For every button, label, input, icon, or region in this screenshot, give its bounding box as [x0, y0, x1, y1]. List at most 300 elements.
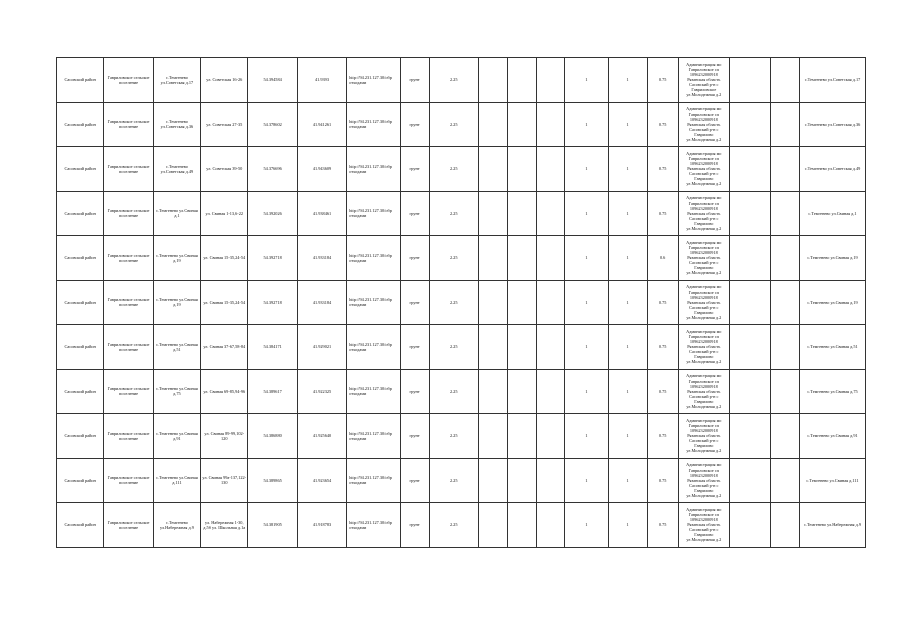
owner-line: Сасовский р-н с [689, 304, 719, 310]
cell-volume: 0.75 [647, 369, 678, 414]
cell-source: с.Темгенево ул.Свиная д.75 [799, 369, 865, 414]
cell-count2: 1 [608, 58, 647, 103]
table-row [57, 325, 866, 370]
table-row [57, 147, 866, 192]
cell-area: 2.25 [429, 369, 478, 414]
owner-line: Гавриловское сп [688, 156, 719, 162]
empty-cell [771, 325, 800, 370]
table-row [57, 236, 866, 281]
owner-line: Рязанская область [687, 299, 721, 305]
cell-owner [678, 503, 729, 548]
empty-cell [507, 414, 536, 459]
cell-surface: грунт [400, 191, 429, 236]
cell-count1: 1 [565, 191, 608, 236]
cell-street: ул. Свиная 37-67,58-84 [201, 325, 248, 370]
cell-lon: 41.933184 [297, 236, 346, 281]
cell-settlement: Гавриловское сельское поселение [104, 236, 153, 281]
cell-surface: грунт [400, 236, 429, 281]
cell-volume: 0.75 [647, 414, 678, 459]
empty-cell [478, 414, 507, 459]
owner-line: Гавриловское сп [688, 111, 719, 117]
cell-count2: 1 [608, 369, 647, 414]
cell-owner [678, 458, 729, 503]
owner-line: Рязанская область [687, 210, 721, 216]
cell-volume: 0.75 [647, 191, 678, 236]
cell-owner [678, 369, 729, 414]
empty-cell [771, 102, 800, 147]
empty-cell [730, 236, 771, 281]
cell-url: http://94.231.127.30/обр отходами [347, 147, 401, 192]
cell-surface: грунт [400, 147, 429, 192]
empty-cell [536, 280, 565, 325]
cell-lon: 41.923654 [297, 458, 346, 503]
empty-cell [771, 147, 800, 192]
cell-surface: грунт [400, 280, 429, 325]
owner-line: Гаврилово [694, 131, 714, 137]
owner-line: 1096232000918 [689, 339, 718, 345]
owner-line: ул.Молодежная д.2 [686, 270, 722, 276]
cell-owner [678, 147, 729, 192]
empty-cell [771, 369, 800, 414]
cell-url: http://94.231.127.30/обр отходами [347, 458, 401, 503]
cell-district: Сасовский район [57, 325, 104, 370]
owner-line: Сасовский р-н с [689, 393, 719, 399]
empty-cell [730, 102, 771, 147]
cell-count1: 1 [565, 58, 608, 103]
cell-street: ул. Свиная 15-35,24-54 [201, 236, 248, 281]
empty-cell [536, 369, 565, 414]
empty-cell [771, 58, 800, 103]
cell-url: http://94.231.127.30/обр отходами [347, 414, 401, 459]
table-row [57, 414, 866, 459]
cell-volume: 0.75 [647, 147, 678, 192]
cell-count1: 1 [565, 147, 608, 192]
owner-line: Гавриловское сп [688, 512, 719, 518]
owner-line: 1096232000918 [689, 294, 718, 300]
owner-line: Гавриловское сп [688, 200, 719, 206]
cell-source: с.Темгенево ул.Свиная д.19 [799, 236, 865, 281]
cell-lon: 41.941261 [297, 102, 346, 147]
cell-lat: 54.376696 [248, 147, 297, 192]
cell-lat: 54.389617 [248, 369, 297, 414]
cell-source: с.Темгенево ул.Советская д.17 [799, 58, 865, 103]
owner-line: Рязанская область [687, 77, 721, 83]
cell-count1: 1 [565, 503, 608, 548]
table-row [57, 280, 866, 325]
cell-lat: 54.384171 [248, 325, 297, 370]
owner-line: Гаврилово [694, 443, 714, 449]
cell-lon: 41.938461 [297, 191, 346, 236]
cell-street: ул. Советская 39-50 [201, 147, 248, 192]
cell-area: 2.25 [429, 147, 478, 192]
cell-count2: 1 [608, 147, 647, 192]
cell-lon: 41.925640 [297, 414, 346, 459]
empty-cell [507, 369, 536, 414]
empty-cell [536, 147, 565, 192]
cell-count1: 1 [565, 414, 608, 459]
cell-volume: 0.75 [647, 325, 678, 370]
cell-settlement: Гавриловское сельское поселение [104, 369, 153, 414]
owner-line: Гавриловское сп [688, 67, 719, 73]
cell-area: 2.25 [429, 236, 478, 281]
cell-district: Сасовский район [57, 58, 104, 103]
cell-street: ул. Свиная 69-85,94-96 [201, 369, 248, 414]
cell-count2: 1 [608, 191, 647, 236]
cell-district: Сасовский район [57, 458, 104, 503]
owner-line: Рязанская область [687, 121, 721, 127]
cell-village: с.Темгенево ул.Свиная д.111 [153, 458, 200, 503]
owner-line: Рязанская область [687, 255, 721, 261]
cell-owner [678, 191, 729, 236]
empty-cell [536, 102, 565, 147]
cell-street: ул. Свиная 15-35,24-54 [201, 280, 248, 325]
empty-cell [771, 458, 800, 503]
cell-lat: 54.381905 [248, 503, 297, 548]
owner-line: Администрация мо [686, 150, 722, 156]
owner-line: Рязанская область [687, 433, 721, 439]
cell-settlement: Гавриловское сельское поселение [104, 191, 153, 236]
cell-volume: 0.75 [647, 102, 678, 147]
owner-line: Гавриловское сп [688, 245, 719, 251]
cell-source: с.Темгенево ул.Советская д.49 [799, 147, 865, 192]
owner-line: Гавриловское сп [688, 334, 719, 340]
owner-line: ул.Молодежная д.2 [686, 92, 722, 98]
cell-url: http://94.231.127.30/обр отходами [347, 503, 401, 548]
empty-cell [730, 58, 771, 103]
cell-lat: 54.392718 [248, 280, 297, 325]
empty-cell [478, 369, 507, 414]
cell-street: ул. Свиная 1-13,6-22 [201, 191, 248, 236]
owner-line: Сасовский р-н с [689, 438, 719, 444]
owner-line: ул.Молодежная д.2 [686, 314, 722, 320]
owner-line: Администрация мо [686, 506, 722, 512]
cell-count2: 1 [608, 236, 647, 281]
cell-settlement: Гавриловское сельское поселение [104, 102, 153, 147]
cell-street: ул. Советская 16-26 [201, 58, 248, 103]
cell-lat: 54.394584 [248, 58, 297, 103]
empty-cell [478, 236, 507, 281]
empty-cell [730, 280, 771, 325]
cell-count1: 1 [565, 325, 608, 370]
empty-cell [730, 458, 771, 503]
owner-line: 1096232000918 [689, 383, 718, 389]
cell-url: http://94.231.127.30/обр отходами [347, 280, 401, 325]
owner-line: Сасовский р-н с [689, 82, 719, 88]
cell-district: Сасовский район [57, 147, 104, 192]
empty-cell [536, 414, 565, 459]
empty-cell [478, 325, 507, 370]
owner-line: Гавриловское [691, 87, 717, 93]
empty-cell [730, 503, 771, 548]
cell-street: ул. Набережная 1-30, д.5б ул. Школьная д.1а [201, 503, 248, 548]
cell-lon: 41.943609 [297, 147, 346, 192]
cell-village: с.Темгенево ул.Советская д.36 [153, 102, 200, 147]
owner-line: ул.Молодежная д.2 [686, 537, 722, 543]
owner-line: Рязанская область [687, 166, 721, 172]
cell-volume: 0.75 [647, 458, 678, 503]
empty-cell [730, 325, 771, 370]
cell-district: Сасовский район [57, 280, 104, 325]
cell-surface: грунт [400, 458, 429, 503]
empty-cell [507, 191, 536, 236]
cell-volume: 0.75 [647, 58, 678, 103]
owner-line: Администрация мо [686, 195, 722, 201]
owner-line: Сасовский р-н с [689, 482, 719, 488]
cell-source: с.Темгенево ул.Свиная д.91 [799, 414, 865, 459]
empty-cell [771, 503, 800, 548]
empty-cell [507, 58, 536, 103]
empty-cell [730, 369, 771, 414]
empty-cell [478, 147, 507, 192]
empty-cell [771, 414, 800, 459]
empty-cell [507, 325, 536, 370]
cell-count1: 1 [565, 458, 608, 503]
owner-line: Администрация мо [686, 284, 722, 290]
empty-cell [507, 280, 536, 325]
cell-area: 2.25 [429, 280, 478, 325]
owner-line: 1096232000918 [689, 161, 718, 167]
owner-line: Гавриловское сп [688, 423, 719, 429]
owner-line: 1096232000918 [689, 472, 718, 478]
cell-area: 2.25 [429, 503, 478, 548]
cell-owner [678, 414, 729, 459]
owner-line: Гавриловское сп [688, 378, 719, 384]
empty-cell [478, 503, 507, 548]
empty-cell [536, 458, 565, 503]
empty-cell [771, 236, 800, 281]
owner-line: Гаврилово [694, 220, 714, 226]
cell-count2: 1 [608, 325, 647, 370]
cell-settlement: Гавриловское сельское поселение [104, 58, 153, 103]
owner-line: Рязанская область [687, 388, 721, 394]
cell-source: с.Темгенево ул.Свиная д.111 [799, 458, 865, 503]
table-body [57, 58, 866, 548]
empty-cell [507, 458, 536, 503]
owner-line: Гавриловское сп [688, 467, 719, 473]
cell-lat: 54.389865 [248, 458, 297, 503]
empty-cell [771, 280, 800, 325]
cell-surface: грунт [400, 414, 429, 459]
cell-surface: грунт [400, 102, 429, 147]
empty-cell [478, 458, 507, 503]
empty-cell [730, 414, 771, 459]
cell-street: ул. Свиная 99а-137,122-130 [201, 458, 248, 503]
empty-cell [730, 147, 771, 192]
cell-owner [678, 325, 729, 370]
cell-count1: 1 [565, 369, 608, 414]
owner-line: 1096232000918 [689, 428, 718, 434]
owner-line: Сасовский р-н с [689, 126, 719, 132]
cell-count1: 1 [565, 102, 608, 147]
empty-cell [507, 503, 536, 548]
owner-line: Гаврилово [694, 487, 714, 493]
owner-line: Гаврилово [694, 265, 714, 271]
empty-cell [478, 191, 507, 236]
cell-area: 2.25 [429, 458, 478, 503]
owner-line: Сасовский р-н с [689, 260, 719, 266]
cell-lon: 41.929021 [297, 325, 346, 370]
cell-count2: 1 [608, 280, 647, 325]
cell-surface: грунт [400, 58, 429, 103]
empty-cell [536, 503, 565, 548]
cell-district: Сасовский район [57, 102, 104, 147]
table-row [57, 191, 866, 236]
owner-line: Администрация мо [686, 61, 722, 67]
cell-url: http://94.231.127.30/обр отходами [347, 325, 401, 370]
registry-page [56, 57, 866, 548]
cell-volume: 0.6 [647, 236, 678, 281]
cell-settlement: Гавриловское сельское поселение [104, 414, 153, 459]
owner-line: Гаврилово [694, 398, 714, 404]
owner-line: Администрация мо [686, 239, 722, 245]
cell-surface: грунт [400, 325, 429, 370]
owner-line: Гавриловское сп [688, 289, 719, 295]
empty-cell [478, 280, 507, 325]
cell-village: с.Темгенево ул.Свиная д.19 [153, 236, 200, 281]
owner-line: Гаврилово [694, 354, 714, 360]
cell-count2: 1 [608, 414, 647, 459]
table-row [57, 503, 866, 548]
empty-cell [478, 58, 507, 103]
cell-district: Сасовский район [57, 414, 104, 459]
cell-area: 2.25 [429, 58, 478, 103]
empty-cell [771, 191, 800, 236]
owner-line: ул.Молодежная д.2 [686, 448, 722, 454]
owner-line: Рязанская область [687, 522, 721, 528]
owner-line: 1096232000918 [689, 116, 718, 122]
empty-cell [730, 191, 771, 236]
empty-cell [478, 102, 507, 147]
cell-district: Сасовский район [57, 236, 104, 281]
cell-source: с.Темгенево ул.Свиная д.1 [799, 191, 865, 236]
cell-village: с.Темгенево ул.Свиная д.91 [153, 414, 200, 459]
cell-area: 2.25 [429, 191, 478, 236]
cell-district: Сасовский район [57, 369, 104, 414]
owner-line: Администрация мо [686, 328, 722, 334]
cell-count2: 1 [608, 102, 647, 147]
owner-line: Администрация мо [686, 417, 722, 423]
cell-owner [678, 280, 729, 325]
cell-owner [678, 58, 729, 103]
cell-area: 2.25 [429, 325, 478, 370]
empty-cell [536, 58, 565, 103]
cell-lon: 41.922325 [297, 369, 346, 414]
empty-cell [507, 102, 536, 147]
cell-settlement: Гавриловское сельское поселение [104, 280, 153, 325]
cell-district: Сасовский район [57, 191, 104, 236]
cell-district: Сасовский район [57, 503, 104, 548]
cell-owner [678, 236, 729, 281]
owner-line: 1096232000918 [689, 72, 718, 78]
owner-line: Рязанская область [687, 477, 721, 483]
owner-line: Администрация мо [686, 106, 722, 112]
owner-line: Гаврилово [694, 309, 714, 315]
empty-cell [536, 325, 565, 370]
cell-settlement: Гавриловское сельское поселение [104, 458, 153, 503]
empty-cell [536, 236, 565, 281]
cell-village: с.Темгенево ул.Набережная д.9 [153, 503, 200, 548]
owner-line: 1096232000918 [689, 517, 718, 523]
cell-village: с.Темгенево ул.Свиная д.75 [153, 369, 200, 414]
cell-lon: 41.9393 [297, 58, 346, 103]
owner-line: Сасовский р-н с [689, 171, 719, 177]
cell-lon: 41.933184 [297, 280, 346, 325]
cell-source: с.Темгенево ул.Набережная д.9 [799, 503, 865, 548]
cell-street: ул. Советская 27-35 [201, 102, 248, 147]
cell-surface: грунт [400, 369, 429, 414]
cell-area: 2.25 [429, 102, 478, 147]
cell-url: http://94.231.127.30/обр отходами [347, 58, 401, 103]
cell-count1: 1 [565, 280, 608, 325]
owner-line: 1096232000918 [689, 205, 718, 211]
cell-lat: 54.392026 [248, 191, 297, 236]
owner-line: Гаврилово [694, 532, 714, 538]
table-row [57, 458, 866, 503]
owner-line: ул.Молодежная д.2 [686, 359, 722, 365]
owner-line: ул.Молодежная д.2 [686, 403, 722, 409]
owner-line: 1096232000918 [689, 250, 718, 256]
owner-line: ул.Молодежная д.2 [686, 136, 722, 142]
table-row [57, 58, 866, 103]
owner-line: Администрация мо [686, 462, 722, 468]
empty-cell [507, 236, 536, 281]
cell-source: с.Темгенево ул.Советская д.36 [799, 102, 865, 147]
table-row [57, 102, 866, 147]
empty-cell [507, 147, 536, 192]
cell-lat: 54.392718 [248, 236, 297, 281]
cell-count2: 1 [608, 503, 647, 548]
cell-url: http://94.231.127.30/обр отходами [347, 236, 401, 281]
cell-owner [678, 102, 729, 147]
cell-village: с.Темгенево ул.Советская д.17 [153, 58, 200, 103]
owner-line: Сасовский р-н с [689, 527, 719, 533]
cell-volume: 0.75 [647, 503, 678, 548]
cell-url: http://94.231.127.30/обр отходами [347, 102, 401, 147]
waste-sites-table [56, 57, 866, 548]
cell-count1: 1 [565, 236, 608, 281]
owner-line: ул.Молодежная д.2 [686, 225, 722, 231]
cell-lon: 41.918783 [297, 503, 346, 548]
cell-lat: 54.386880 [248, 414, 297, 459]
cell-village: с.Темгенево ул.Свиная д.51 [153, 325, 200, 370]
cell-lat: 54.378602 [248, 102, 297, 147]
cell-settlement: Гавриловское сельское поселение [104, 503, 153, 548]
cell-volume: 0.75 [647, 280, 678, 325]
cell-count2: 1 [608, 458, 647, 503]
owner-line: ул.Молодежная д.2 [686, 492, 722, 498]
owner-line: Администрация мо [686, 373, 722, 379]
cell-surface: грунт [400, 503, 429, 548]
cell-village: с.Темгенево ул.Советская д.49 [153, 147, 200, 192]
owner-line: ул.Молодежная д.2 [686, 181, 722, 187]
cell-source: с.Темгенево ул.Свиная д.51 [799, 325, 865, 370]
table-row [57, 369, 866, 414]
cell-source: с.Темгенево ул.Свиная д.19 [799, 280, 865, 325]
empty-cell [536, 191, 565, 236]
owner-line: Сасовский р-н с [689, 349, 719, 355]
cell-url: http://94.231.127.30/обр отходами [347, 191, 401, 236]
cell-street: ул. Свиная 89-99,102-120 [201, 414, 248, 459]
cell-village: с.Темгенево ул.Свиная д.19 [153, 280, 200, 325]
owner-line: Гаврилово [694, 176, 714, 182]
owner-line: Сасовский р-н с [689, 215, 719, 221]
cell-area: 2.25 [429, 414, 478, 459]
owner-line: Рязанская область [687, 344, 721, 350]
cell-settlement: Гавриловское сельское поселение [104, 325, 153, 370]
cell-settlement: Гавриловское сельское поселение [104, 147, 153, 192]
cell-url: http://94.231.127.30/обр отходами [347, 369, 401, 414]
cell-village: с.Темгенево ул.Свиная д.1 [153, 191, 200, 236]
